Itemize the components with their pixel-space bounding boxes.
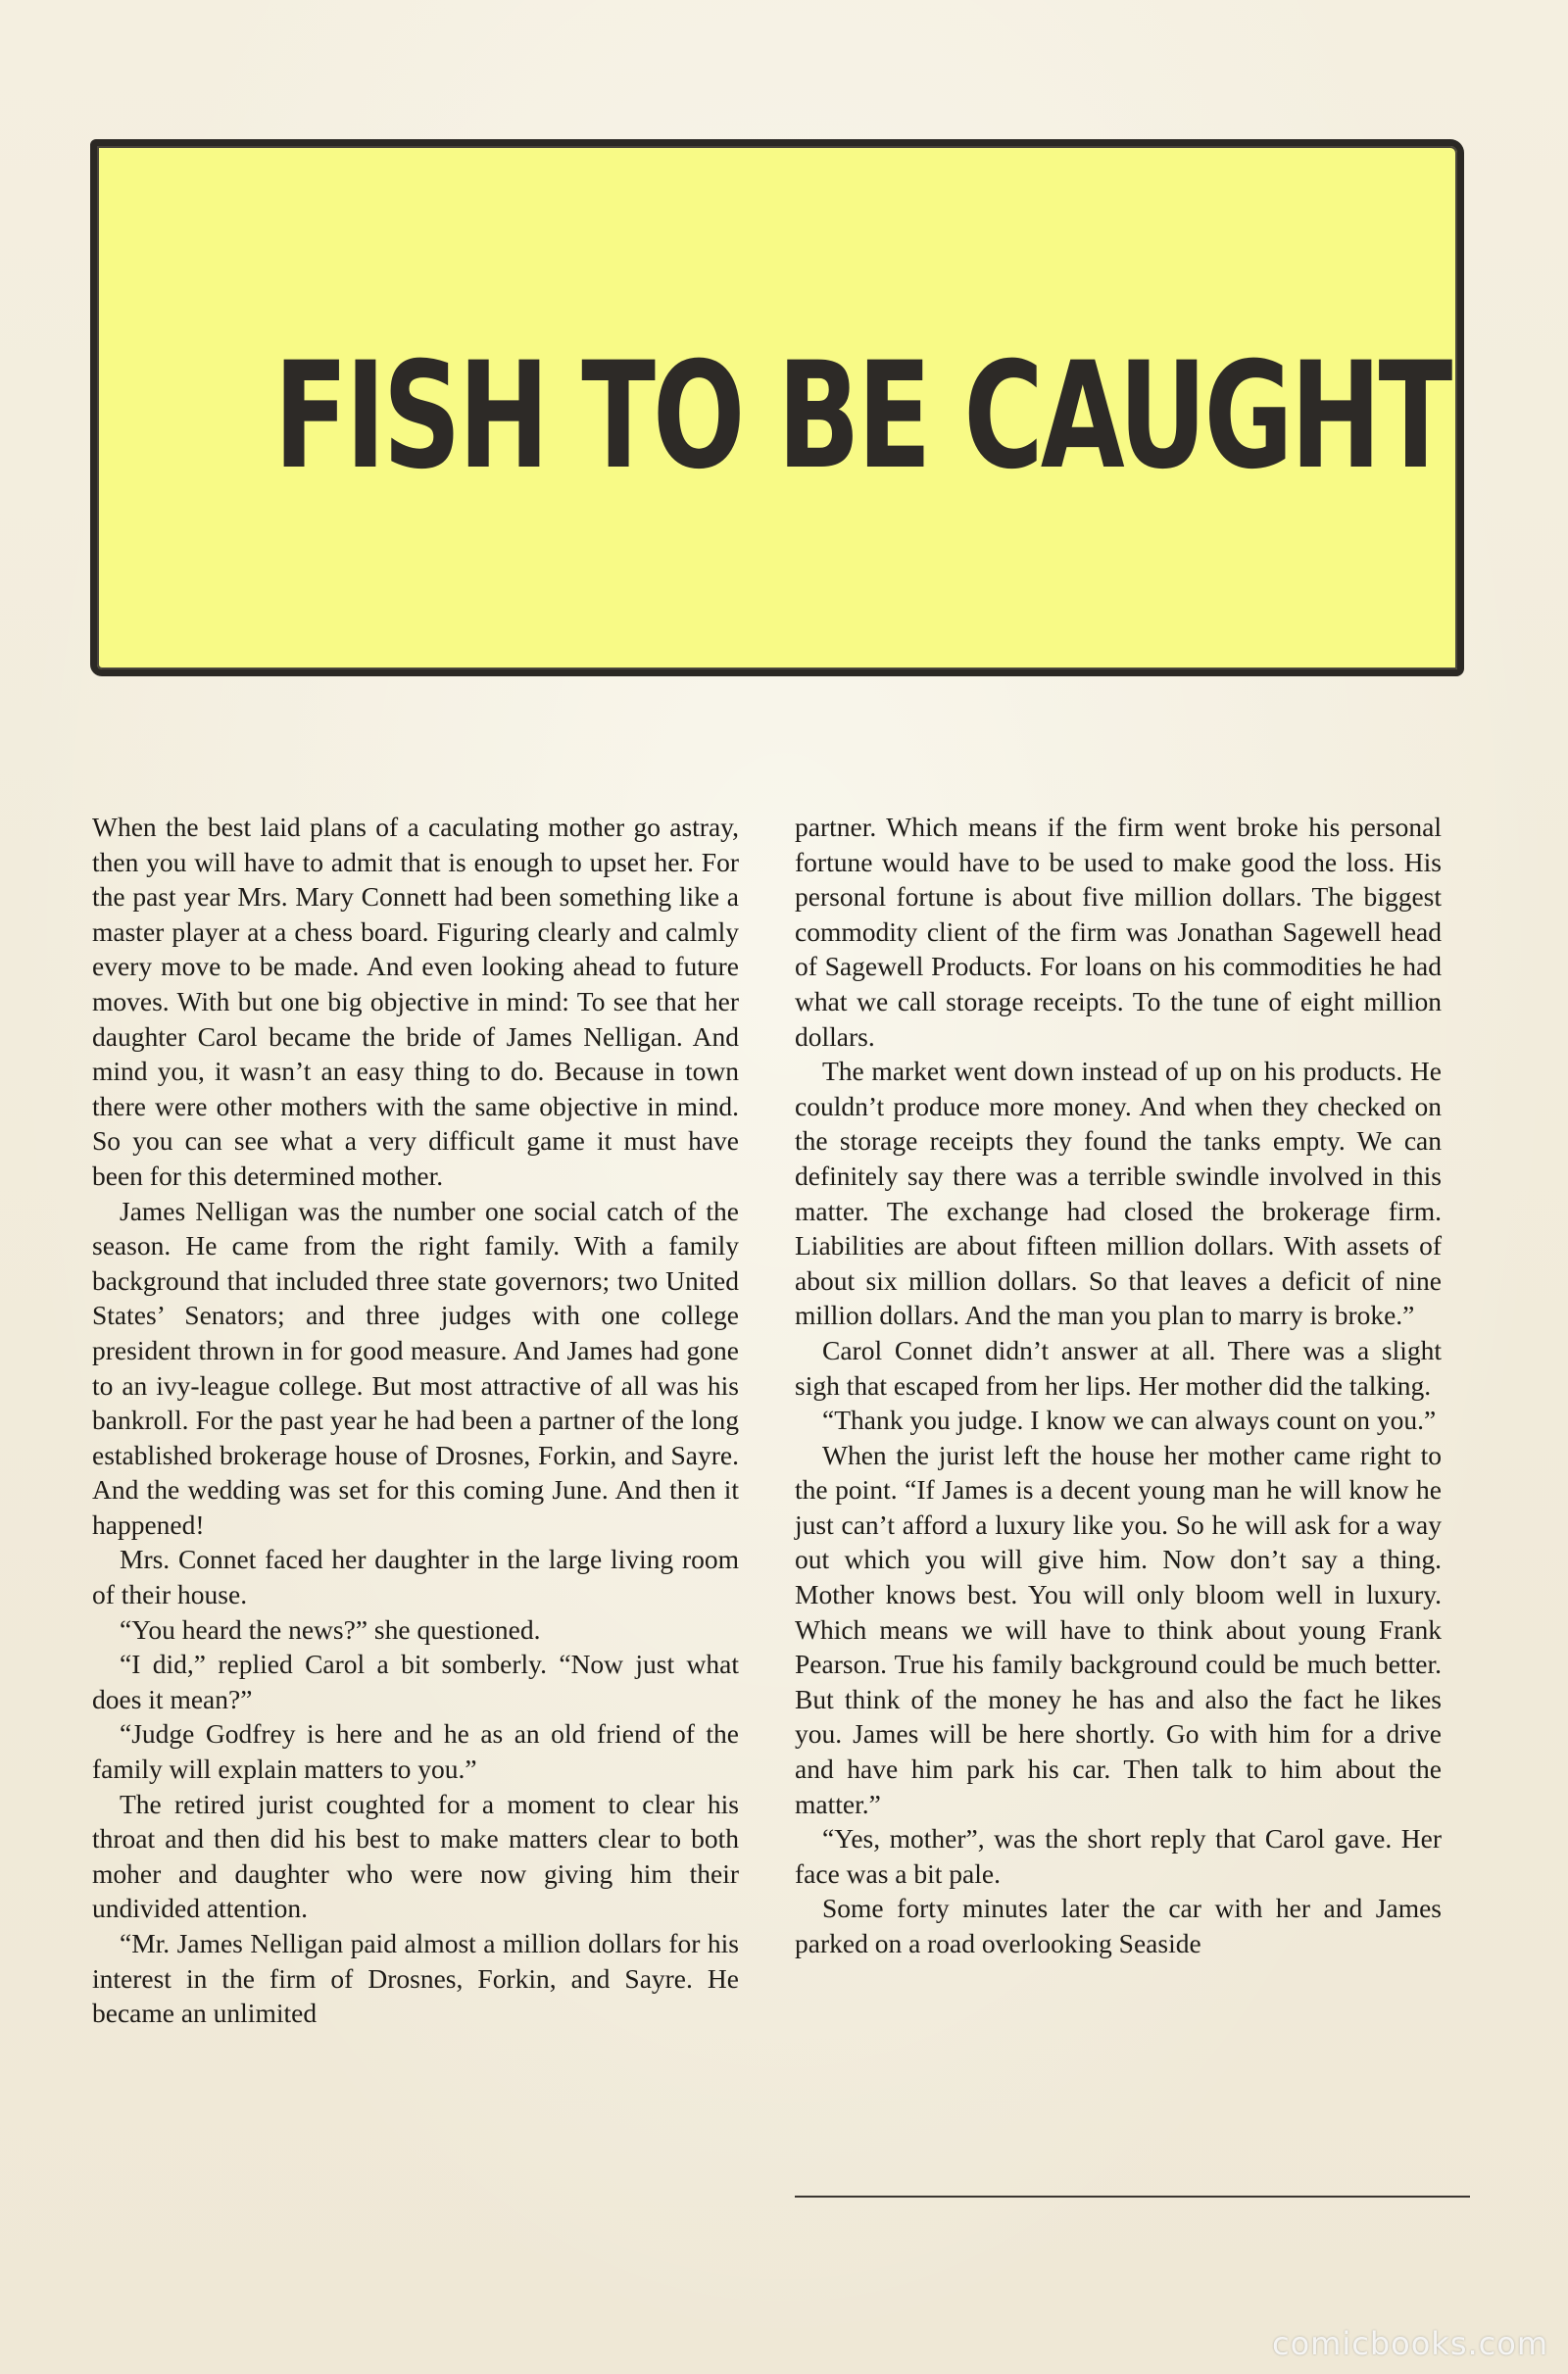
paragraph: “Yes, mother”, was the short reply that Carol gave. Her face was a bit pale. [795,1823,1442,1889]
paragraph: The market went down instead of up on his products. He couldn’t produce more money. And when they checked on the storage receipts they found the tanks empty. We can definitely say there was a terrible swindle involved in this matter. The exchange had closed the brokerage firm. Liabilities are about fifteen million dollars. With assets of about six million dollars. So that leaves a deficit of nine million dollars. And the man you plan to marry is broke.” [795,1056,1442,1331]
paragraph: When the best laid plans of a caculating mother go astray, then you will have to admit that is enough to upset her. For the past year Mrs. Mary Connett had been something like a master player at a chess board. Figuring clearly and calmly every move to be made. And even looking ahead to future moves. With but one big objective in mind: To see that her daughter Carol became the bride of James Nelligan. And mind you, it wasn’t an easy thing to do. Because in town there were other mothers with the same objective in mind. So you can see what a very difficult game it must have been for this determined mother. [92,812,739,1191]
paragraph: “I did,” replied Carol a bit somberly. “Now just what does it mean?” [92,1649,739,1714]
paragraph: When the jurist left the house her mother came right to the point. “If James is a decent young man he will know he just can’t afford a luxury like you. So he will ask for a way out which you will give him. Now don’t say a thing. Mother knows best. You will only bloom well in luxury. Which means we will have to think about young Frank Pearson. True his family background could be much better. But think of the money he has and also the fact he likes you. James will be here shortly. Go with him for a drive and have him park his car. Then talk to him about the matter.” [795,1439,1442,1819]
story-title: FISH TO BE CAUGHT [273,331,1450,502]
paragraph: Some forty minutes later the car with her and James parked on a road overlooking Seaside [795,1893,1442,1958]
paragraph: The retired jurist coughted for a moment to clear his throat and then did his best to make matters clear to both moher and daughter who were now giving him their undivided attention. [92,1788,739,1924]
paragraph: James Nelligan was the number one social catch of the season. He came from the right family. With a family background that included three state governors; two United States’ Senators; and three judges with one college president thrown in for good measure. And James had gone to an ivy-league college. But most attractive of all was his bankroll. For the past year he had been a partner of the long established brokerage house of Drosnes, Forkin, and Sayre. And the wedding was set for this coming June. And then it happened! [92,1195,739,1540]
paragraph: “Judge Godfrey is here and he as an old friend of the family will explain matters to you.” [92,1718,739,1785]
paragraph: “Thank you judge. I know we can always count on you.” [822,1405,1437,1436]
paragraph: “Mr. James Nelligan paid almost a million dollars for his interest in the firm of Drosnes, Forkin, and Sayre. He became an unlimited [92,1928,739,2029]
right-column [795,810,1442,1961]
title-panel [90,139,1464,676]
paragraph: partner. Which means if the firm went broke his personal fortune would have to be used to make good the loss. His personal fortune is about five million dollars. The biggest commodity client of the firm was Jonathan Sagewell head of Sagewell Products. For loans on his commodities he had what we call storage receipts. To the tune of eight million dollars. [795,812,1442,1052]
paragraph: “You heard the news?” she questioned. [120,1613,541,1645]
paragraph: Carol Connet didn’t answer at all. There was a slight sigh that escaped from her lips. Her mother did the talking. [795,1334,1442,1401]
watermark: comicbooks.com [1271,2325,1548,2362]
left-column [92,810,739,2031]
paragraph: Mrs. Connet faced her daughter in the large living room of their house. [92,1544,739,1610]
column-end-rule [795,2196,1470,2198]
